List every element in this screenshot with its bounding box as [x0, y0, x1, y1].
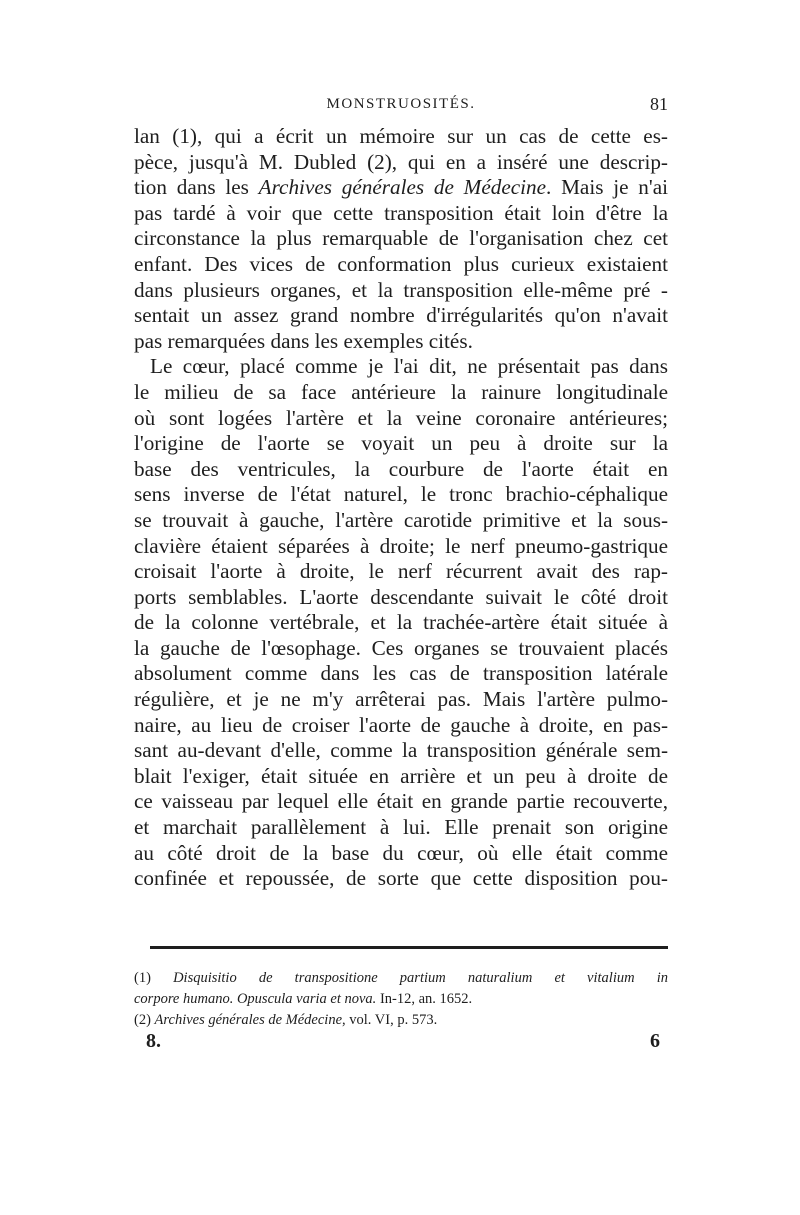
text-line: croisait l'aorte à droite, le nerf récurrent avait des rap- — [134, 559, 668, 584]
page-number: 81 — [650, 94, 668, 114]
text-line-with-italic — [134, 175, 668, 201]
text-line: le milieu de sa face antérieure la rainure longitudinale — [134, 379, 668, 404]
text-line: l'origine de l'aorte se voyait un peu à droite sur la — [134, 431, 668, 456]
footnote-rule — [150, 946, 668, 949]
footnote-2-mark: (2) — [134, 1012, 151, 1028]
text-line: circonstance la plus remarquable de l'organisation chez cet — [134, 226, 668, 251]
text-line: régulière, et je ne m'y arrêterai pas. Mais l'artère pulmo- — [134, 687, 668, 712]
text-line: se trouvait à gauche, l'artère carotide primitive et la sous- — [134, 507, 668, 532]
text-line: ce vaisseau par lequel elle était en grande partie recouverte, — [134, 789, 668, 814]
text-line: dans plusieurs organes, et la transposition elle-même pré - — [134, 277, 668, 302]
text-segment: tion dans les — [134, 175, 259, 200]
text-line: blait l'exiger, était située en arrière et un peu à droite de — [134, 763, 668, 788]
footnote-1-mark: (1) — [134, 970, 151, 986]
journal-title-italic: Archives générales de Médecine — [258, 175, 547, 200]
text-line: ports semblables. L'aorte descendante suivait le côté droit — [134, 584, 668, 609]
text-line: sentait un assez grand nombre d'irrégularités qu'on n'avait — [134, 303, 668, 328]
text-line: pèce, jusqu'à M. Dubled (2), qui en a inséré une descrip- — [134, 149, 668, 174]
printer-signature — [134, 1030, 668, 1056]
footnote-2 — [134, 1010, 668, 1031]
text-line: de la colonne vertébrale, et la trachée-artère était située à — [134, 610, 668, 635]
text-line: sens inverse de l'état naturel, le tronc brachio-céphalique — [134, 482, 668, 507]
footnote-2-title: Archives générales de Médecine — [154, 1012, 343, 1028]
text-line: absolument comme dans les cas de transposition latérale — [134, 661, 668, 686]
footnote-1-details: In-12, an. 1652. — [376, 991, 473, 1007]
text-segment: . Mais je n'ai — [546, 175, 668, 200]
text-line: la gauche de l'œsophage. Ces organes se trouvaient placés — [134, 635, 668, 660]
footnote-1-line-1 — [134, 968, 668, 989]
signature-left: 8. — [146, 1030, 161, 1052]
text-line: au côté droit de la base du cœur, où elle était comme — [134, 840, 668, 865]
footnote-2-details: , vol. VI, p. 573. — [342, 1012, 438, 1028]
text-line: naire, au lieu de croiser l'aorte de gauche à droite, en pas- — [134, 712, 668, 737]
text-line: pas remarquées dans les exemples cités. — [134, 328, 473, 353]
text-line: enfant. Des vices de conformation plus curieux existaient — [134, 251, 668, 276]
text-line: où sont logées l'artère et la veine coronaire antérieures; — [134, 405, 668, 430]
text-line: lan (1), qui a écrit un mémoire sur un cas de cette es- — [134, 124, 668, 148]
text-line: clavière étaient séparées à droite; le nerf pneumo-gastrique — [134, 533, 668, 558]
text-line: Le cœur, placé comme je l'ai dit, ne présentait pas dans — [150, 354, 668, 379]
page-header — [134, 96, 668, 120]
text-line: sant au-devant d'elle, comme la transposition générale sem- — [134, 738, 668, 763]
text-line: pas tardé à voir que cette transposition était loin d'être la — [134, 200, 668, 225]
main-text — [134, 124, 668, 892]
footnote-1-title-cont: corpore humano. Opuscula varia et nova. — [134, 991, 377, 1007]
footnote-1-title: Disquisitio de transpositione partium naturalium et vitalium in — [173, 970, 668, 986]
text-line: confinée et repoussée, de sorte que cette disposition pou- — [134, 866, 668, 891]
footnote-1-line-2 — [134, 989, 668, 1010]
text-line: et marchait parallèlement à lui. Elle prenait son origine — [134, 815, 668, 840]
signature-right: 6 — [650, 1030, 660, 1052]
running-title: MONSTRUOSITÉS. — [326, 96, 476, 112]
footnotes — [134, 968, 668, 1031]
text-line: base des ventricules, la courbure de l'aorte était en — [134, 456, 668, 481]
